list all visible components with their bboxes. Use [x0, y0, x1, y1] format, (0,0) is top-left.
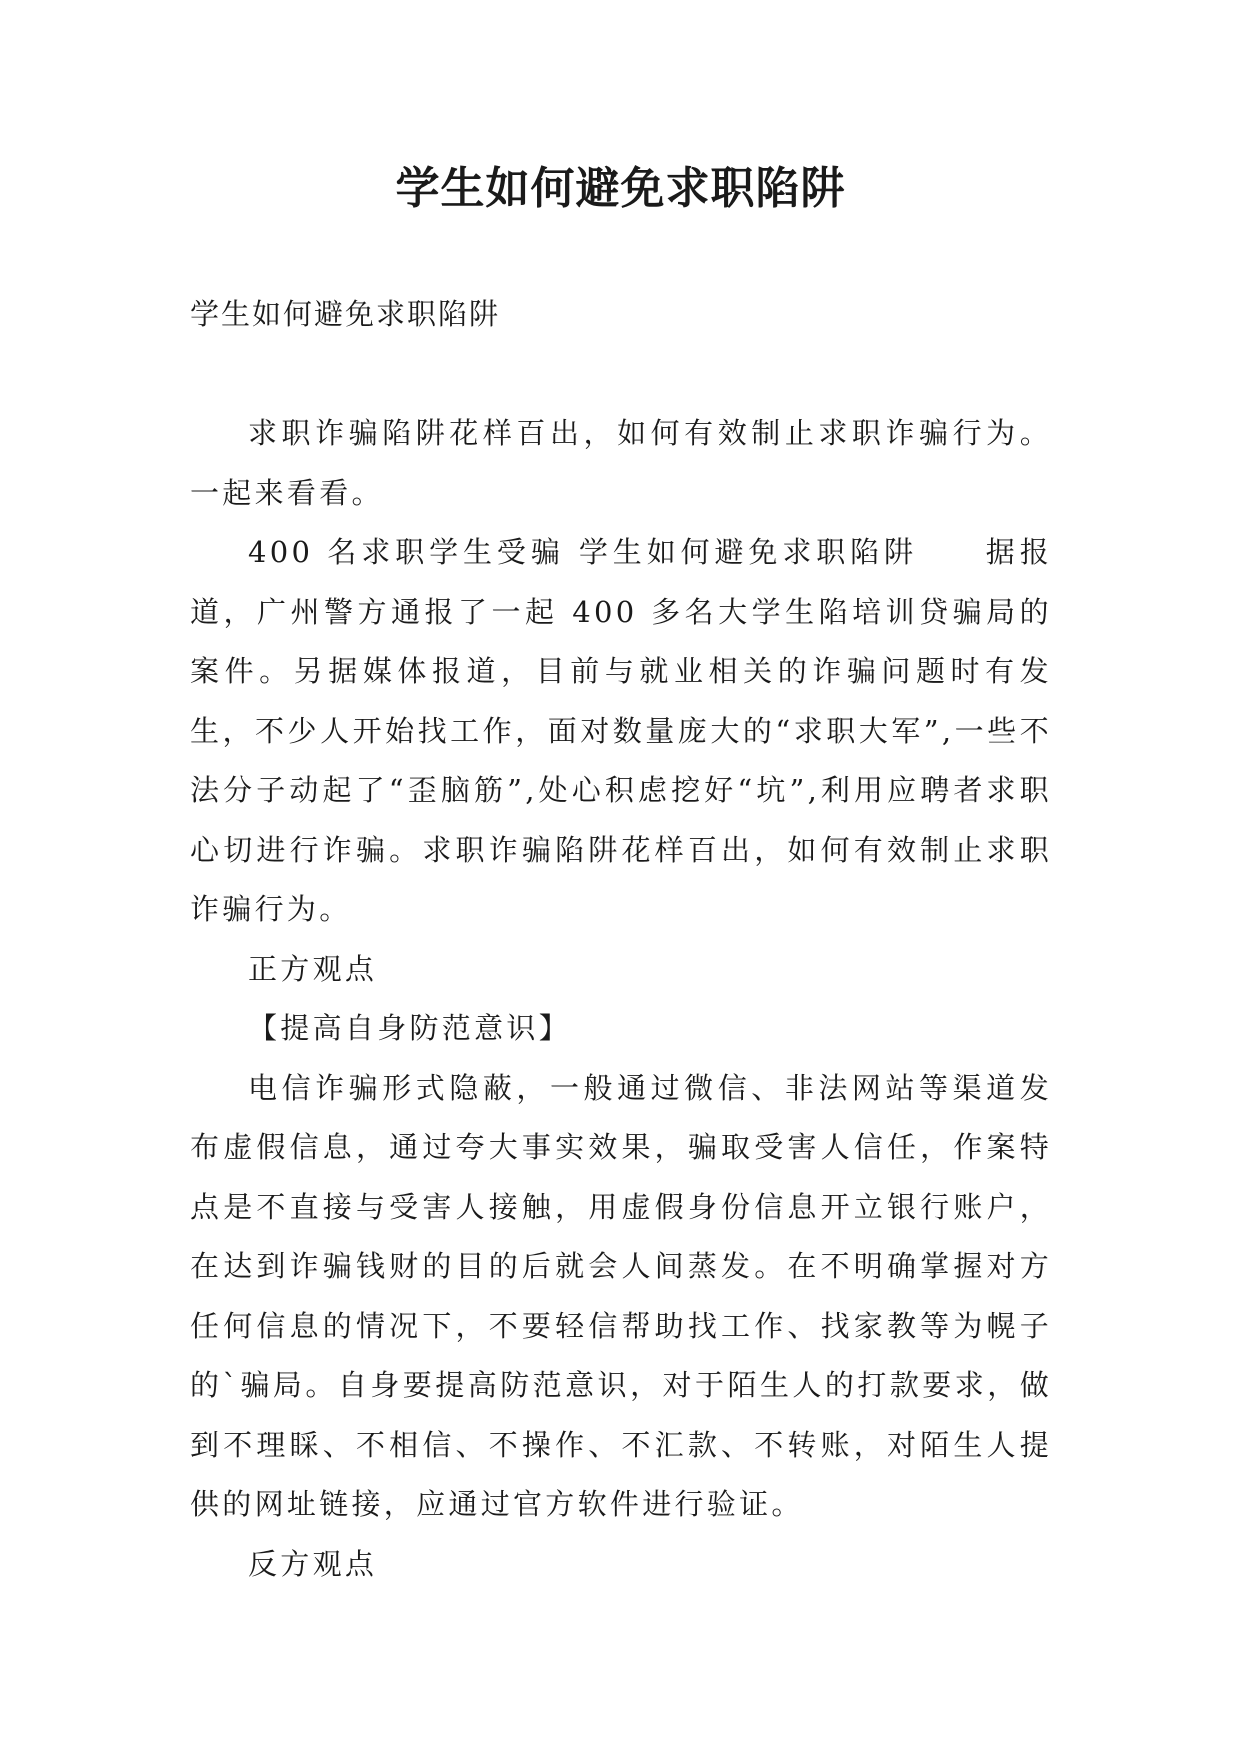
paragraph-section-heading: 【提高自身防范意识】 [248, 1011, 572, 1045]
document-title: 学生如何避免求职陷阱 [395, 163, 846, 214]
document-subtitle: 学生如何避免求职陷阱 [190, 297, 501, 331]
paragraph-con-heading: 反方观点 [248, 1546, 378, 1581]
paragraph-report: 400 名求职学生受骗 学生如何避免求职陷阱 据报道，广州警方通报了一起 400 多名大学生陷培训贷骗局的案件。另据媒体报道，目前与就业相关的诈骗问题时有发生，不少人开始找工作，面对数量庞大的“求职大军”,一些不法分子动起了“歪脑筋”,处心积虑挖好“坑”,利用应聘者求职心切进行诈骗。求职诈骗陷阱花样百出，如何有效制止求职诈骗行为。 [190, 535, 1052, 926]
paragraph-telecom-fraud: 电信诈骗形式隐蔽，一般通过微信、非法网站等渠道发布虚假信息，通过夸大事实效果，骗取受害人信任，作案特点是不直接与受害人接触，用虚假身份信息开立银行账户，在达到诈骗钱财的目的后就会人间蒸发。在不明确掌握对方任何信息的情况下，不要轻信帮助找工作、找家教等为幌子的`骗局。自身要提高防范意识，对于陌生人的打款要求，做到不理睬、不相信、不操作、不汇款、不转账，对陌生人提供的网址链接，应通过官方软件进行验证。 [190, 1070, 1052, 1521]
paragraph-intro: 求职诈骗陷阱花样百出，如何有效制止求职诈骗行为。一起来看看。 [190, 416, 1052, 510]
paragraph-pro-heading: 正方观点 [248, 951, 378, 986]
document-body [190, 404, 1052, 1594]
